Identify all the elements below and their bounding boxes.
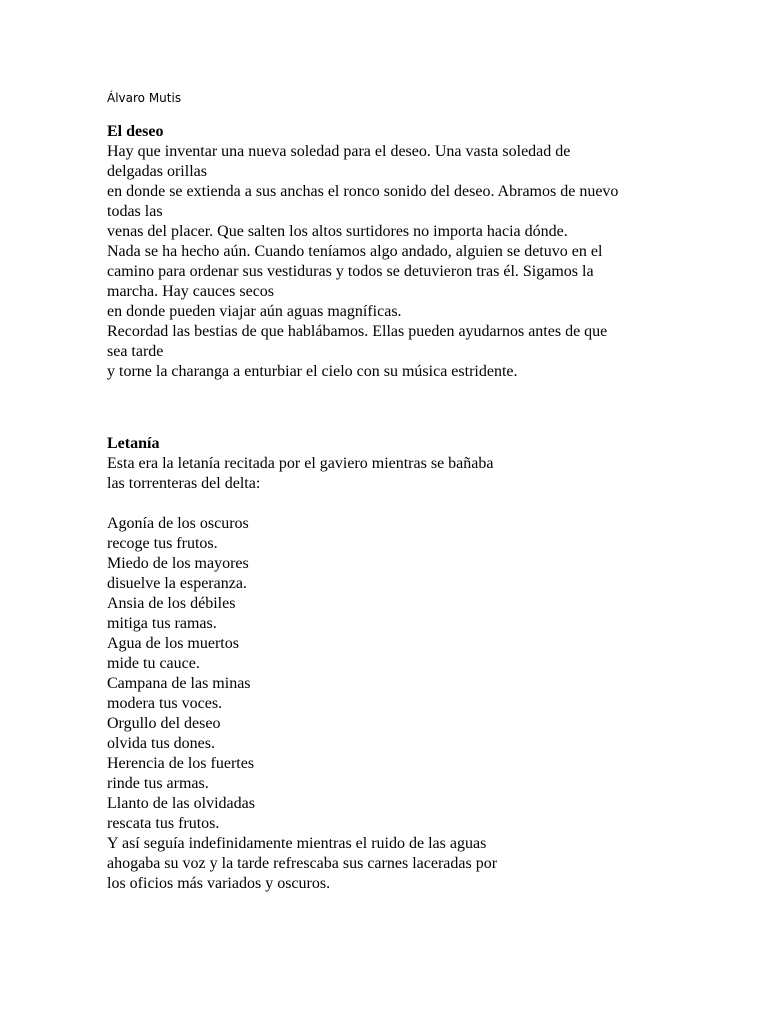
poem-line: Miedo de los mayores (107, 555, 249, 572)
poem-line: Agua de los muertos (107, 635, 239, 652)
stanza-gap (107, 494, 667, 514)
poem-line: en donde se extienda a sus anchas el ronco sonido del deseo. Abramos de nuevo (107, 183, 619, 200)
poem-line: marcha. Hay cauces secos (107, 283, 275, 300)
poem-line: todas las (107, 203, 163, 220)
poem-line: delgadas orillas (107, 163, 207, 180)
poem-line: Nada se ha hecho aún. Cuando teníamos algo andado, alguien se detuvo en el (107, 243, 603, 260)
poem-line: recoge tus frutos. (107, 535, 218, 552)
poem-line: olvida tus dones. (107, 735, 215, 752)
poem-line: ahogaba su voz y la tarde refrescaba sus carnes laceradas por (107, 855, 498, 872)
poem-line: disuelve la esperanza. (107, 575, 247, 592)
poem-line: rinde tus armas. (107, 775, 209, 792)
poem-intro-line: las torrenteras del delta: (107, 475, 261, 492)
poem-title: El deseo (107, 123, 164, 140)
poem-line: en donde pueden viajar aún aguas magníficas. (107, 303, 402, 320)
poem-el-deseo (107, 122, 667, 382)
poem-line: Orgullo del deseo (107, 715, 221, 732)
poem-line: Recordad las bestias de que hablábamos. Ellas pueden ayudarnos antes de que (107, 323, 608, 340)
poem-line: Y así seguía indefinidamente mientras el ruido de las aguas (107, 835, 487, 852)
poem-line: rescata tus frutos. (107, 815, 220, 832)
poem-letania (107, 434, 667, 894)
document-page (107, 90, 667, 894)
poem-line: los oficios más variados y oscuros. (107, 875, 331, 892)
poem-intro-line: Esta era la letanía recitada por el gaviero mientras se bañaba (107, 455, 494, 472)
poem-line: venas del placer. Que salten los altos surtidores no importa hacia dónde. (107, 223, 568, 240)
poem-line: Campana de las minas (107, 675, 251, 692)
poem-line: Herencia de los fuertes (107, 755, 255, 772)
poem-line: camino para ordenar sus vestiduras y todos se detuvieron tras él. Sigamos la (107, 263, 594, 280)
poem-line: sea tarde (107, 343, 164, 360)
poem-line: Ansia de los débiles (107, 595, 236, 612)
poem-line: modera tus voces. (107, 695, 223, 712)
poem-title: Letanía (107, 435, 160, 452)
author-name: Álvaro Mutis (107, 91, 182, 105)
poem-line: y torne la charanga a enturbiar el cielo con su música estridente. (107, 363, 518, 380)
poem-line: mide tu cauce. (107, 655, 200, 672)
poem-line: Hay que inventar una nueva soledad para el deseo. Una vasta soledad de (107, 143, 571, 160)
poem-line: mitiga tus ramas. (107, 615, 217, 632)
poem-line: Agonía de los oscuros (107, 515, 249, 532)
poem-line: Llanto de las olvidadas (107, 795, 255, 812)
